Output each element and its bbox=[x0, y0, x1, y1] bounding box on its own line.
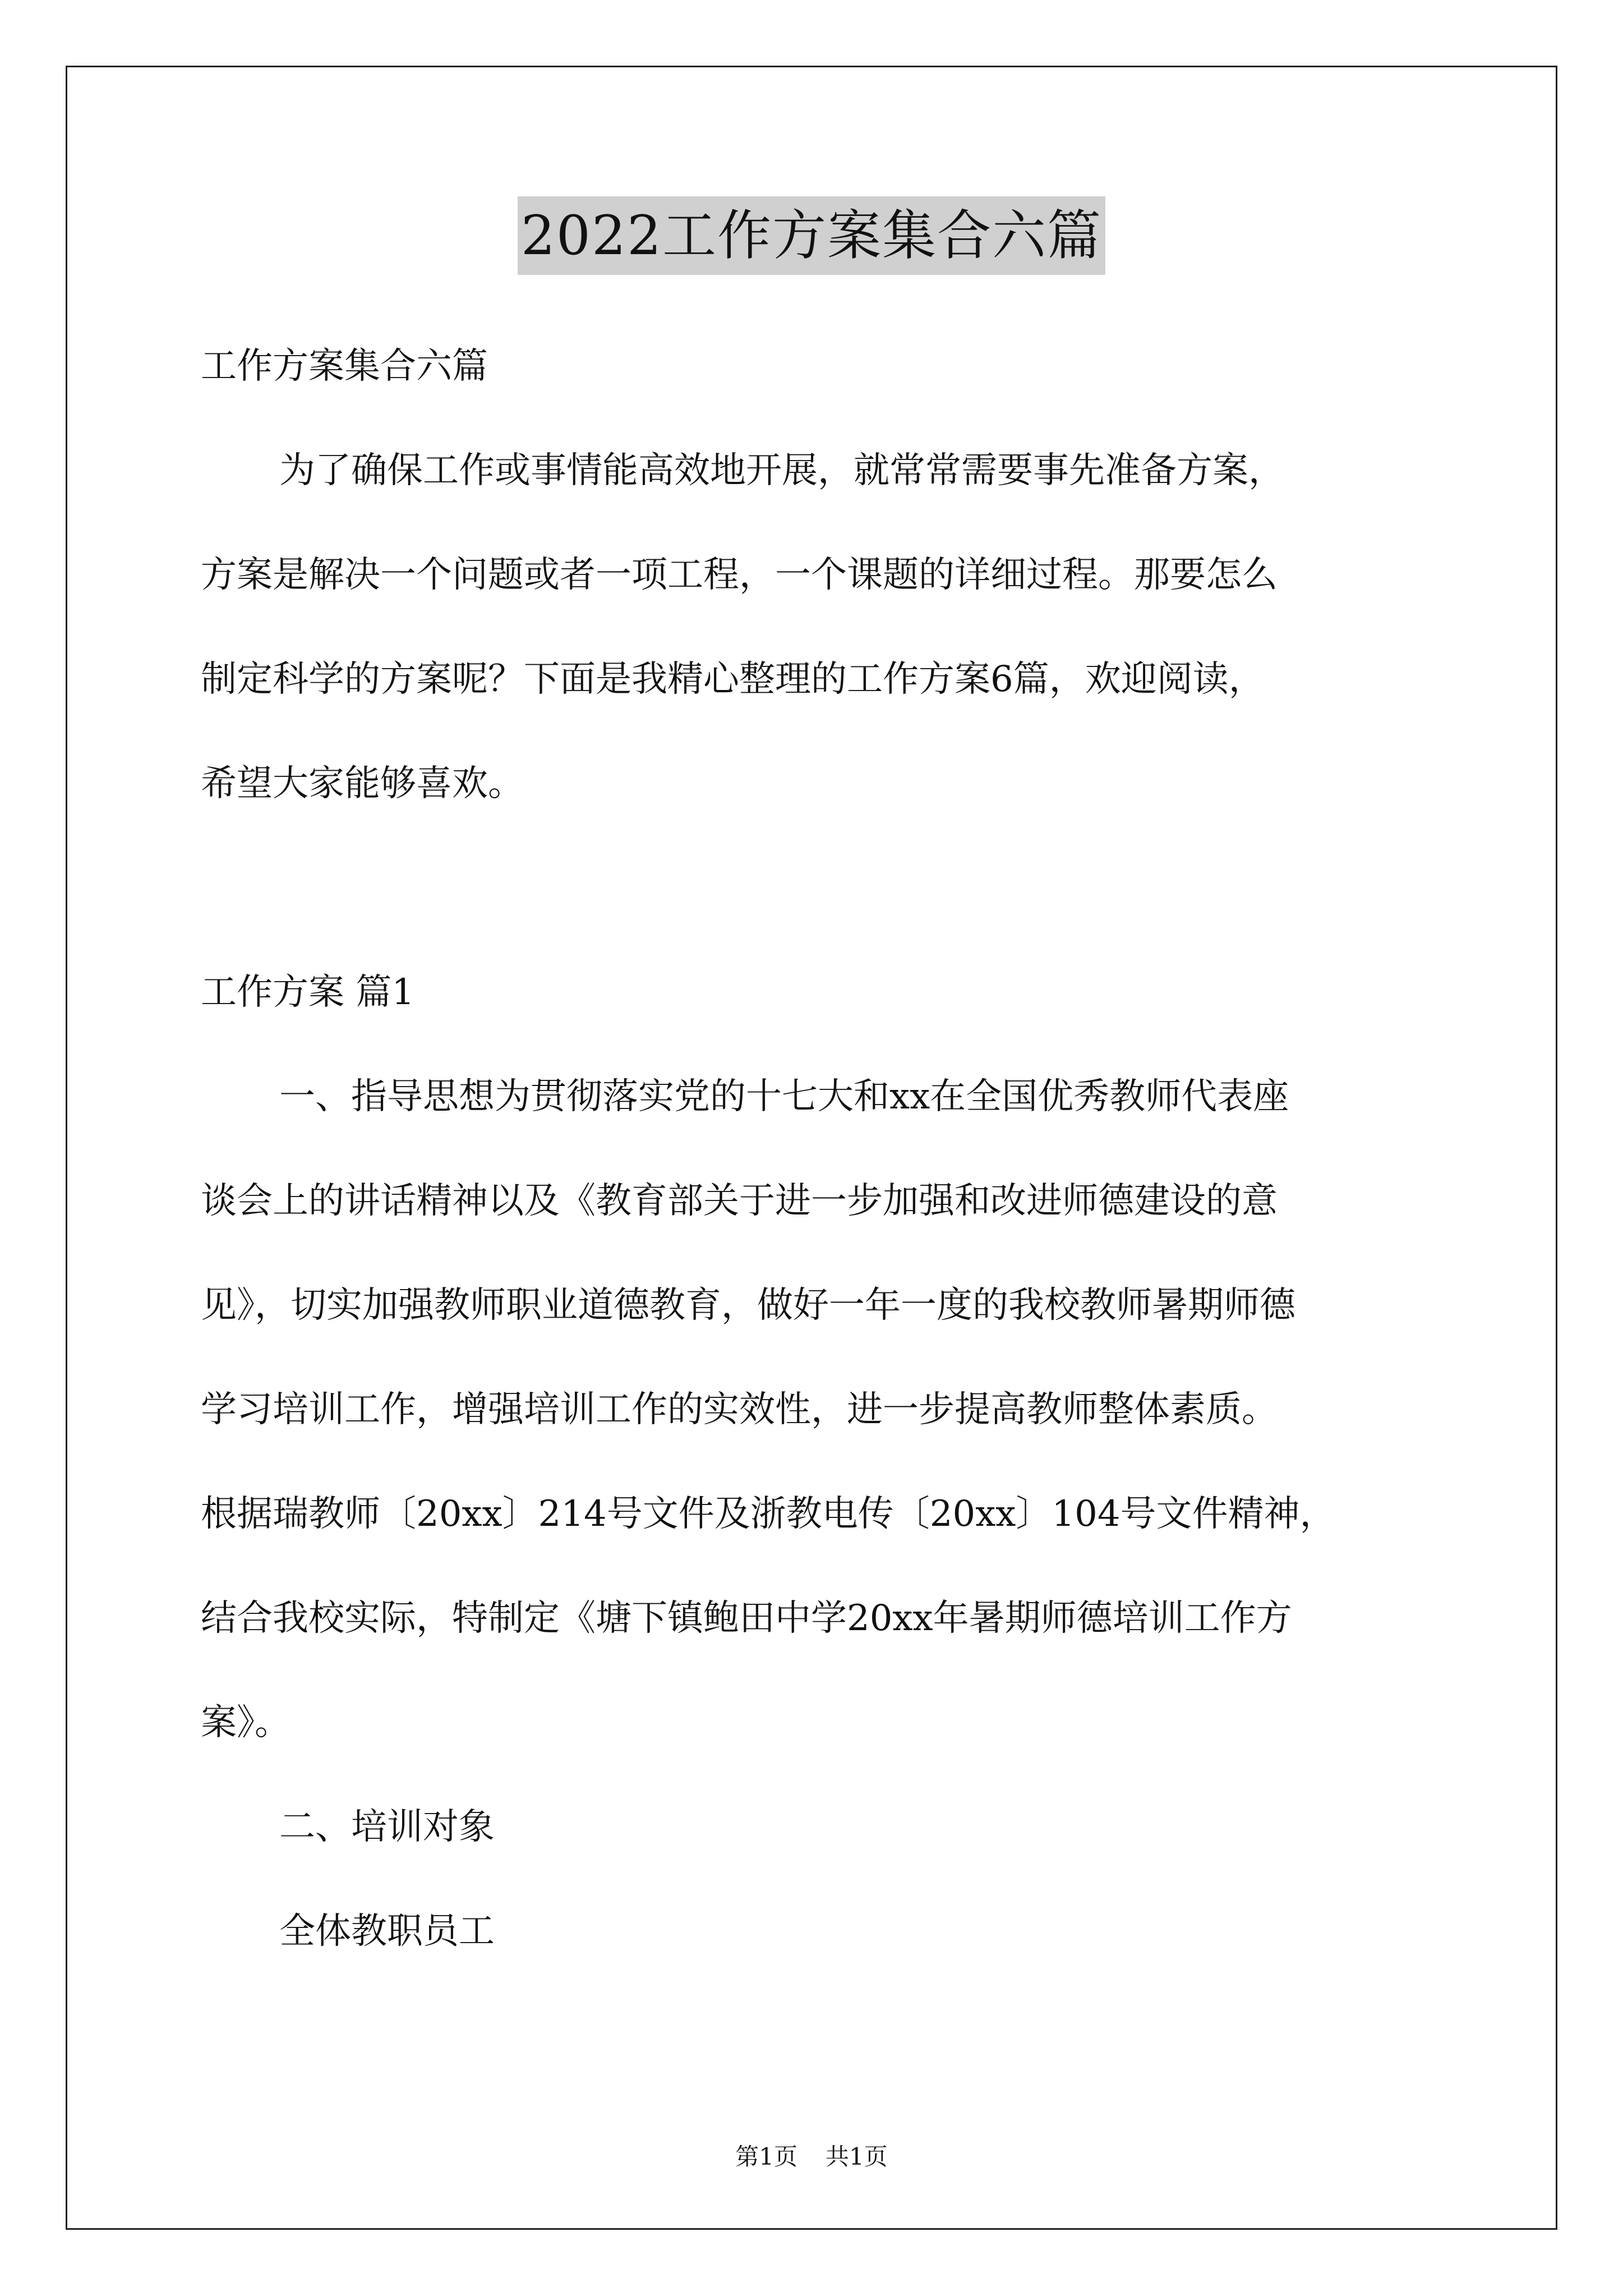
section-line: 根据瑞教师〔20xx〕214号文件及浙教电传〔20xx〕104号文件精神， bbox=[201, 1493, 1336, 1535]
item-body: 全体教职员工 bbox=[279, 1911, 495, 1952]
page-total: 共1页 bbox=[826, 2143, 888, 2170]
section-heading: 工作方案 篇1 bbox=[201, 972, 415, 1013]
section-line: 案》。 bbox=[201, 1702, 291, 1743]
paragraph-gap bbox=[201, 836, 1435, 940]
title-container bbox=[0, 196, 1623, 275]
intro-line: 方案是解决一个问题或者一项工程，一个课题的详细过程。那要怎么 bbox=[201, 554, 1278, 596]
section-line: 结合我校实际，特制定《塘下镇鲍田中学20xx年暑期师德培训工作方 bbox=[201, 1598, 1292, 1639]
section-line: 一、指导思想为贯彻落实党的十七大和xx在全国优秀教师代表座 bbox=[279, 1076, 1289, 1117]
subtitle: 工作方案集合六篇 bbox=[201, 346, 488, 387]
document-title: 2022工作方案集合六篇 bbox=[518, 196, 1105, 275]
intro-line: 制定科学的方案呢？下面是我精心整理的工作方案6篇，欢迎阅读， bbox=[201, 659, 1265, 700]
page-number: 第1页 bbox=[735, 2143, 797, 2170]
item-heading: 二、培训对象 bbox=[279, 1806, 495, 1848]
section-line: 谈会上的讲话精神以及《教育部关于进一步加强和改进师德建设的意 bbox=[201, 1180, 1278, 1222]
section-line: 学习培训工作，增强培训工作的实效性，进一步提高教师整体素质。 bbox=[201, 1389, 1278, 1430]
intro-line: 希望大家能够喜欢。 bbox=[201, 763, 524, 804]
intro-line: 为了确保工作或事情能高效地开展，就常常需要事先准备方案， bbox=[279, 450, 1284, 491]
section-line: 见》，切实加强教师职业道德教育，做好一年一度的我校教师暑期师德 bbox=[201, 1285, 1295, 1326]
page-footer bbox=[0, 2140, 1623, 2174]
document-body bbox=[201, 314, 1435, 1984]
